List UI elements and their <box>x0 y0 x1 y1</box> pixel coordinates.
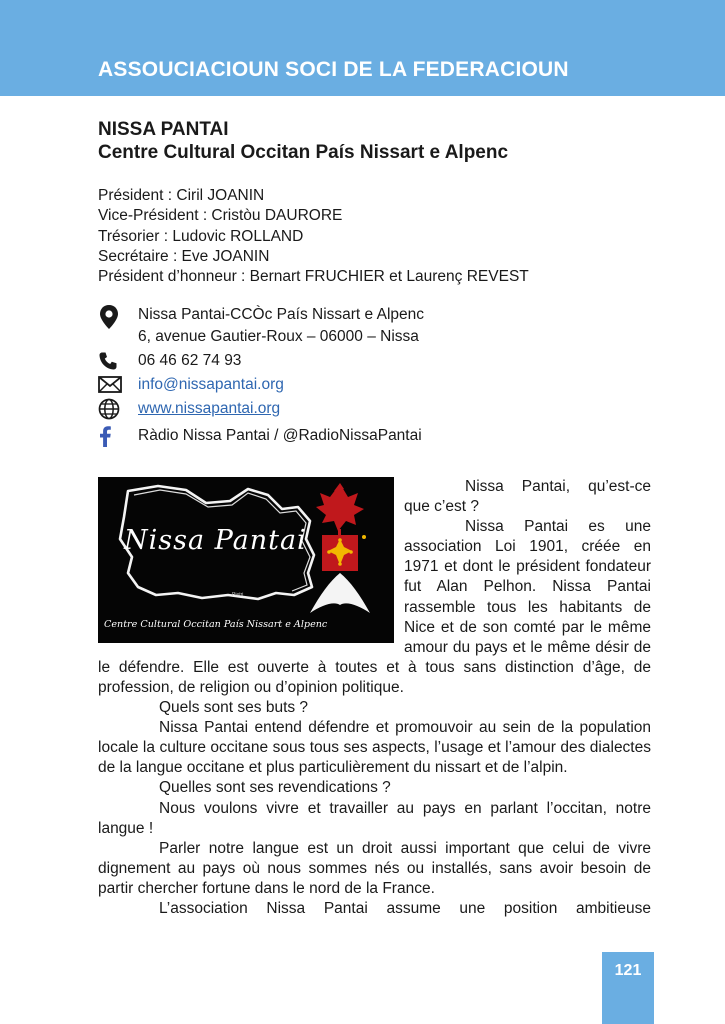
address-line-2: 6, avenue Gautier-Roux – 06000 – Nissa <box>138 328 419 345</box>
logo-title: Nissa Pantai <box>124 525 307 556</box>
page-number-tab <box>602 952 654 1024</box>
facebook-icon <box>98 425 122 449</box>
phone-icon <box>98 351 122 375</box>
body-paragraph: Parler notre langue est un droit aussi important que celui de vivre dignement au pays où nous sommes nés ou installés, sans avoir besoin de partir chercher fortune dans le nord de la France. <box>98 839 651 897</box>
org-subtitle: Centre Cultural Occitan País Nissart e Alpenc <box>98 142 509 163</box>
globe-icon <box>98 398 122 422</box>
body-paragraph: Quelles sont ses revendications ? <box>159 779 391 797</box>
officer-vice-president: Vice-Président : Cristòu DAURORE <box>98 207 343 225</box>
org-name: NISSA PANTAI <box>98 119 229 140</box>
website-link[interactable]: www.nissapantai.org <box>138 400 281 417</box>
body-paragraph: Nissa Pantai entend défendre et promouvoir au sein de la population locale la culture occitane sous tous ses aspects, l’usage et l’amour des dialectes de la langue occitane et plus particulièrement du nissart et de l’alpin. <box>98 719 651 777</box>
location-pin-icon <box>98 304 122 328</box>
officers-list <box>98 186 529 287</box>
officer-president: Président : Ciril JOANIN <box>98 187 265 204</box>
body-paragraph: L’association Nissa Pantai assume une position ambitieuse <box>159 899 651 917</box>
officer-secretary: Secrétaire : Eve JOANIN <box>98 247 270 265</box>
phone-number: 06 46 62 74 93 <box>138 352 242 369</box>
body-text <box>98 477 651 919</box>
body-paragraph: Nous voulons vivre et travailler au pays en parlant l’occitan, notre langue ! <box>98 799 651 837</box>
officer-honorary-president: Président d’honneur : Bernart FRUCHIER et Laurenç REVEST <box>98 268 529 286</box>
body-paragraph: Nissa Pantai, qu’est-ce que c’est ? <box>404 478 651 516</box>
page-header <box>0 0 725 96</box>
facebook-handle: Ràdio Nissa Pantai / @RadioNissaPantai <box>138 427 422 444</box>
address-line-1: Nissa Pantai-CCÒc País Nissart e Alpenc <box>138 306 424 323</box>
body-paragraph: Nissa Pantai es une association Loi 1901, créée en 1971 et dont le président fondateur fut Alan Pelhon. Nissa Pantai rassemble tous les habitants de Nice et de son comté par le même amour du pays et le même désir de le défendre. Elle est ouverte à toutes et à tous sans distinction d’âge, de profession, de religion ou d’opinion politique. <box>98 518 651 696</box>
body-paragraph: Quels sont ses buts ? <box>159 699 309 717</box>
logo-signature: Pietri <box>232 592 244 598</box>
email-link[interactable]: info@nissapantai.org <box>138 376 284 393</box>
image-float-slot <box>98 477 404 650</box>
envelope-icon <box>98 375 122 399</box>
logo-caption: Centre Cultural Occitan País Nissart e Alpenc <box>104 619 328 630</box>
header-title: ASSOUCIACIOUN SOCI DE LA FEDERACIOUN <box>98 58 569 81</box>
page-number: 121 <box>614 962 642 979</box>
officer-treasurer: Trésorier : Ludovic ROLLAND <box>98 227 304 245</box>
